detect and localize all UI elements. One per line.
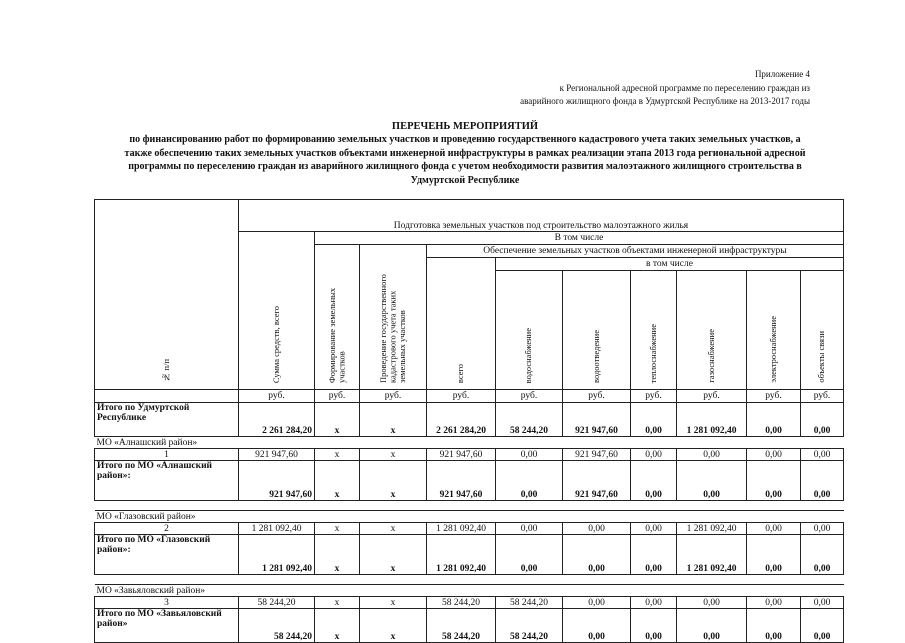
value-cell: 0,00 [496,523,563,535]
value-cell: х [360,535,427,575]
header-infra: Обеспечение земельных участков объектами инженерной инфраструктуры [427,245,844,258]
value-cell: 0,00 [747,597,801,609]
value-cell: 0,00 [677,461,747,501]
table-body [95,403,844,643]
value-cell: 0,00 [496,535,563,575]
value-cell: 0,00 [801,523,844,535]
value-cell: 58 244,20 [496,609,563,643]
value-cell: 0,00 [496,461,563,501]
value-cell: 0,00 [801,535,844,575]
value-cell: 58 244,20 [496,403,563,437]
value-cell: 0,00 [631,523,677,535]
row-label: 1 [95,449,239,461]
value-cell: 0,00 [677,449,747,461]
value-cell: 0,00 [631,461,677,501]
value-cell: 0,00 [563,597,631,609]
header-electric: электроснабжение [747,271,801,390]
value-cell: 0,00 [801,461,844,501]
value-cell: 921 947,60 [427,449,496,461]
appendix-line-2: к Региональной адресной программе по переселению граждан из [559,82,810,93]
value-cell: 0,00 [631,597,677,609]
value-cell: х [315,523,360,535]
row-label: 3 [95,597,239,609]
subtitle-line-3: программы по переселению граждан из аварийного жилищного фонда с учетом необходимости развития малоэтажного жилищного строительства в [128,161,802,172]
unit-cell: руб. [427,390,496,403]
unit-cell: руб. [801,390,844,403]
value-cell: 1 281 092,40 [677,403,747,437]
value-cell: х [315,449,360,461]
row-label: Итого по МО «Глазовский район»: [95,535,239,575]
row-label: 2 [95,523,239,535]
value-cell: 1 281 092,40 [677,535,747,575]
row-label: Итого по МО «Завьяловский район» [95,609,239,643]
value-cell: 0,00 [563,523,631,535]
header-comm: объекты связи [801,271,844,390]
table-row [95,597,844,609]
value-cell: 0,00 [747,449,801,461]
unit-row [95,390,844,403]
value-cell: 921 947,60 [563,461,631,501]
value-cell: 2 261 284,20 [239,403,315,437]
document-subtitle [90,133,840,187]
value-cell: 921 947,60 [239,461,315,501]
header-infra-total: всего [427,258,496,390]
row-label: Итого по Удмуртской Республике [95,403,239,437]
value-cell: х [360,523,427,535]
subtotal-row [95,461,844,501]
value-cell: 0,00 [801,597,844,609]
value-cell: х [360,609,427,643]
value-cell: 921 947,60 [239,449,315,461]
value-cell: 0,00 [747,523,801,535]
value-cell: х [315,597,360,609]
value-cell: 58 244,20 [427,597,496,609]
header-gas: газоснабжение [677,271,747,390]
header-num: № п/п [95,200,239,390]
value-cell: 0,00 [496,449,563,461]
value-cell: 0,00 [631,609,677,643]
row-label: Итого по МО «Алнашский район»: [95,461,239,501]
header-heat: теплоснабжение [631,271,677,390]
appendix-line-1: Приложение 4 [754,69,810,79]
value-cell: 0,00 [747,535,801,575]
value-cell: 1 281 092,40 [427,535,496,575]
district-header-row [95,437,844,449]
value-cell: 0,00 [677,597,747,609]
value-cell: х [360,403,427,437]
unit-cell: руб. [631,390,677,403]
value-cell: 0,00 [747,609,801,643]
header-row-1 [95,200,844,232]
measures-table [94,199,844,643]
header-total-sum: Сумма средств, всего [239,232,315,390]
subtotal-row [95,609,844,643]
unit-cell: руб. [496,390,563,403]
unit-cell: руб. [360,390,427,403]
value-cell: х [315,609,360,643]
value-cell: х [315,403,360,437]
value-cell: 58 244,20 [496,597,563,609]
spacer-cell [95,501,844,511]
header-cadastral: Проведение государственного кадастрового учета таких земельных участков [360,245,427,390]
header-water-supply: водоснабжение [496,271,563,390]
value-cell: 2 261 284,20 [427,403,496,437]
value-cell: 0,00 [747,403,801,437]
spacer-row [95,501,844,511]
appendix-note [420,68,810,109]
value-cell: 0,00 [563,535,631,575]
value-cell: 1 281 092,40 [427,523,496,535]
value-cell: 921 947,60 [563,403,631,437]
value-cell: 0,00 [631,449,677,461]
value-cell: 0,00 [563,609,631,643]
value-cell: 0,00 [677,609,747,643]
subtotal-row [95,535,844,575]
header-including: В том числе [315,232,844,245]
unit-cell: руб. [315,390,360,403]
value-cell: 0,00 [747,461,801,501]
value-cell: 921 947,60 [563,449,631,461]
value-cell: х [315,535,360,575]
spacer-cell [95,575,844,585]
subtitle-line-4: Удмуртской Республике [410,174,520,186]
appendix-line-3: аварийного жилищного фонда в Удмуртской Республике на 2013-2017 годы [520,96,810,106]
subtitle-line-1: по финансированию работ по формированию земельных участков и проведению государственного кадастрового учета таких земельных участков, а [129,134,801,145]
header-water-disposal: водоотведение [563,271,631,390]
value-cell: 0,00 [801,609,844,643]
value-cell: 0,00 [631,403,677,437]
value-cell: 0,00 [801,449,844,461]
value-cell: 1 281 092,40 [239,523,315,535]
value-cell: х [360,597,427,609]
value-cell: 921 947,60 [427,461,496,501]
district-name: МО «Завьяловский район» [95,585,844,597]
value-cell: 58 244,20 [427,609,496,643]
unit-empty [95,390,239,403]
value-cell: х [360,449,427,461]
header-infra-including: в том числе [496,258,844,271]
total-row [95,403,844,437]
unit-cell: руб. [747,390,801,403]
district-header-row [95,585,844,597]
value-cell: х [360,461,427,501]
value-cell: х [315,461,360,501]
unit-cell: руб. [677,390,747,403]
document-title: ПЕРЕЧЕНЬ МЕРОПРИЯТИЙ [391,121,539,132]
district-name: МО «Алнашский район» [95,437,844,449]
spacer-row [95,575,844,585]
table-row [95,449,844,461]
district-name: МО «Глазовский район» [95,511,844,523]
subtitle-line-2: также обеспечению таких земельных участков объектами инженерной инфраструктуры в рамках реализации этапа 2013 года региональной адресной [124,147,806,159]
header-forming: Формирование земельных участков [315,245,360,390]
unit-cell: руб. [563,390,631,403]
value-cell: 1 281 092,40 [239,535,315,575]
value-cell: 58 244,20 [239,597,315,609]
district-header-row [95,511,844,523]
header-group: Подготовка земельных участков под строительство малоэтажного жилья [239,200,844,232]
unit-cell: руб. [239,390,315,403]
value-cell: 58 244,20 [239,609,315,643]
value-cell: 0,00 [631,535,677,575]
value-cell: 1 281 092,40 [677,523,747,535]
table-row [95,523,844,535]
value-cell: 0,00 [801,403,844,437]
